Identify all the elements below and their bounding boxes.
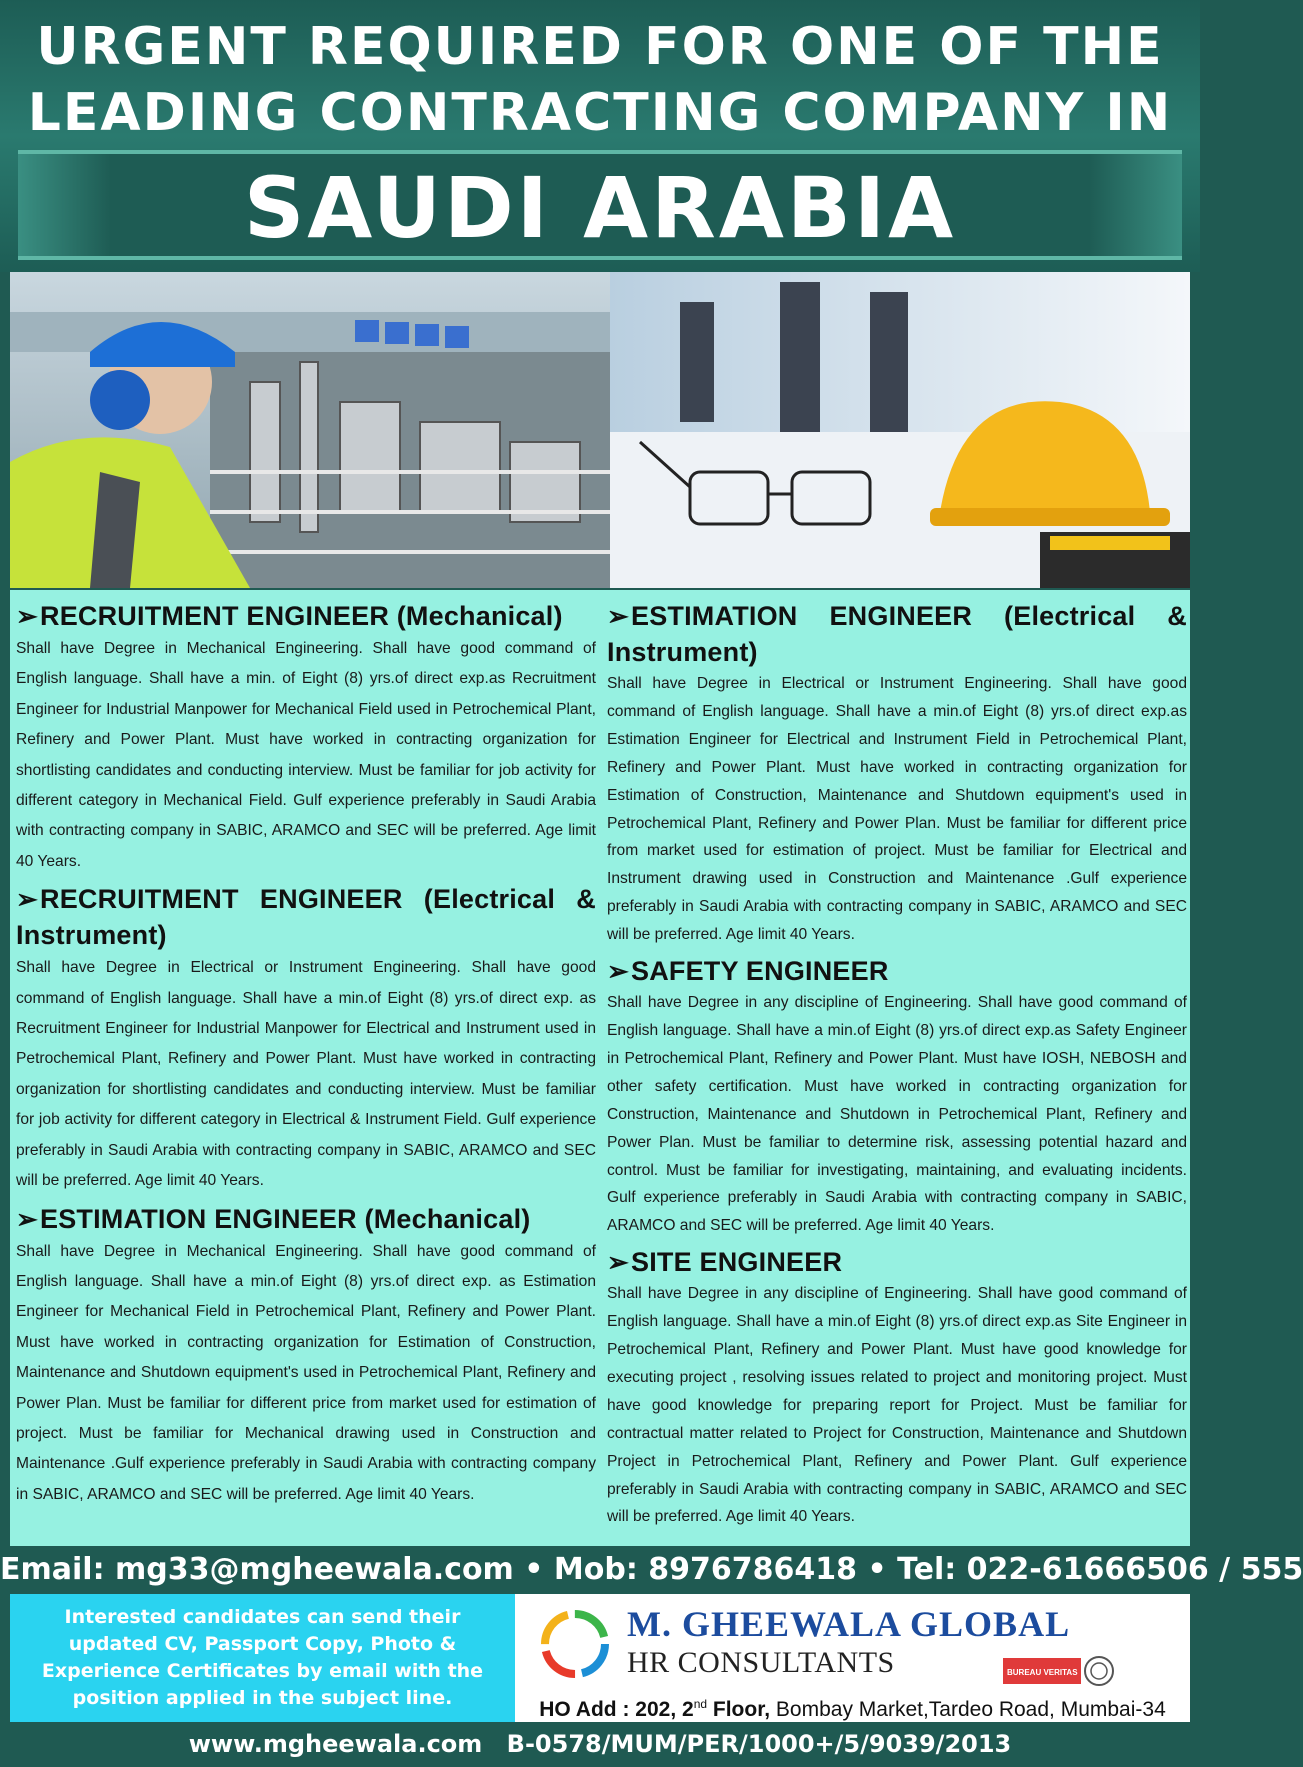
mobile-number[interactable]: Mob: 8976786418 bbox=[553, 1552, 858, 1587]
footer-bar bbox=[0, 1722, 1200, 1767]
email-link[interactable]: Email: mg33@mgheewala.com bbox=[0, 1552, 514, 1587]
job-title-text: SITE ENGINEER bbox=[631, 1247, 843, 1278]
arrow-bullet-icon: ➢ bbox=[607, 1247, 629, 1278]
job-listing bbox=[607, 598, 1187, 949]
job-title bbox=[16, 1201, 596, 1237]
job-listing bbox=[16, 1201, 596, 1511]
job-listing bbox=[16, 881, 596, 1196]
company-block bbox=[515, 1594, 1190, 1722]
head-office-address bbox=[515, 1690, 1190, 1724]
headline-line-1: URGENT REQUIRED FOR ONE OF THE bbox=[36, 17, 1164, 77]
company-name: M. GHEEWALA GLOBAL bbox=[627, 1604, 1071, 1644]
apply-instructions-box bbox=[10, 1594, 515, 1722]
job-listing bbox=[607, 1244, 1187, 1531]
header bbox=[0, 0, 1200, 272]
telephone-number[interactable]: Tel: 022-61666506 / 555 bbox=[897, 1552, 1303, 1587]
job-listings bbox=[10, 590, 1190, 1546]
website-link[interactable]: www.mgheewala.com bbox=[188, 1730, 483, 1758]
job-title-text: ESTIMATION ENGINEER (Electrical & Instrument) bbox=[607, 601, 1187, 667]
arrow-bullet-icon: ➢ bbox=[16, 884, 38, 915]
job-title-text: SAFETY ENGINEER bbox=[631, 956, 889, 987]
job-description: Shall have Degree in any discipline of Engineering. Shall have good command of English language. Shall have a min.of Eight (8) yrs.of direct exp.as Safety Engineer in Petrochemical Plant, Refinery and Power Plant. Must have IOSH, NEBOSH and other safety certification. Must have worked in contracting organization for Construction, Maintenance and Shutdown in Petrochemical Plant, Refinery and Power Plan. Must be familiar to determine risk, assessing potential hazard and control. Must be familiar for investigating, maintaining, and evaluating incidents. Gulf experience preferably in Saudi Arabia with contracting company in SABIC, ARAMCO and SEC will be preferred. Age limit 40 Years. bbox=[607, 994, 1187, 1235]
banner-image bbox=[10, 272, 1190, 588]
job-description: Shall have Degree in Mechanical Engineering. Shall have good command of English language. Shall have a min.of Eight (8) yrs.of direct exp. as Estimation Engineer for Mechanical Field in Petrochemical Plant, Refinery and Power Plant. Must have worked in contracting organization for Estimation of Construction, Maintenance and Shutdown equipment's used in Petrochemical Plant, Refinery and Power Plan. Must be familiar for different price from market used for estimation of project. Must be familiar for Mechanical drawing used in Construction and Maintenance .Gulf experience preferably in Saudi Arabia with contracting company in SABIC, ARAMCO and SEC will be preferred. Age limit 40 Years. bbox=[16, 1242, 596, 1503]
arrow-bullet-icon: ➢ bbox=[607, 601, 629, 631]
address-sup: nd bbox=[693, 1697, 708, 1711]
company-subtitle: HR CONSULTANTS bbox=[627, 1646, 895, 1679]
license-number: B-0578/MUM/PER/1000+/5/9039/2013 bbox=[506, 1730, 1012, 1758]
job-listing bbox=[16, 598, 596, 877]
contact-bar bbox=[0, 1546, 1303, 1594]
job-listing bbox=[607, 953, 1187, 1240]
job-description: Shall have Degree in Electrical or Instrument Engineering. Shall have good command of English language. Shall have a min.of Eight (8) yrs.of direct exp. as Recruitment Engineer for Industrial Manpower for Electrical and Instrument used in Petrochemical Plant, Refinery and Power Plant. Must have worked in contracting organization for shortlisting candidates and conducting interview. Must be familiar for job activity for different category in Electrical & Instrument Field. Gulf experience preferably in Saudi Arabia with contracting company in SABIC, ARAMCO and SEC will be preferred. Age limit 40 Years. bbox=[16, 959, 596, 1190]
separator: • bbox=[867, 1552, 887, 1587]
job-title bbox=[16, 881, 596, 953]
job-title bbox=[607, 953, 1187, 989]
job-description: Shall have Degree in Mechanical Engineering. Shall have good command of English language. Shall have a min. of Eight (8) yrs.of direct exp.as Recruitment Engineer for Industrial Manpower for Mechanical Field used in Petrochemical Plant, Refinery and Power Plant. Must have worked in contracting organization for shortlisting candidates and conducting interview. Must be familiar for job activity for different category in Mechanical Field. Gulf experience preferably in Saudi Arabia with contracting company in SABIC, ARAMCO and SEC will be preferred. Age limit 40 Years. bbox=[16, 640, 596, 870]
job-column-left bbox=[16, 598, 596, 1514]
cert-label: BUREAU VERITAS bbox=[1007, 1668, 1078, 1677]
headline-country: SAUDI ARABIA bbox=[243, 159, 957, 257]
headline-line-2: LEADING CONTRACTING COMPANY IN bbox=[27, 83, 1173, 143]
address-street: Bombay Market,Tardeo Road, Mumbai-34 bbox=[775, 1698, 1166, 1721]
job-title bbox=[16, 598, 596, 634]
banner-illustration bbox=[10, 272, 1190, 588]
address-label: HO Add : 202, 2 bbox=[539, 1698, 694, 1721]
arrow-bullet-icon: ➢ bbox=[607, 956, 629, 987]
apply-instructions: Interested candidates can send their updated CV, Passport Copy, Photo & Experience Certificates by email with the position applied in the subject line. bbox=[41, 1606, 484, 1709]
job-description: Shall have Degree in any discipline of Engineering. Shall have good command of English language. Shall have a min.of Eight (8) yrs.of direct exp.as Site Engineer in Petrochemical Plant, Refinery and Power Plant. Must have good knowledge for executing project , resolving issues related to project and monitoring project. Must have good knowledge for preparing report for Project. Must be familiar for contractual matter related to Project for Construction, Maintenance and Shutdown Project in Petrochemical Plant, Refinery and Power Plant. Gulf experience preferably in Saudi Arabia with contracting company in SABIC, ARAMCO and SEC will be preferred. Age limit 40 Years. bbox=[607, 1285, 1187, 1526]
arrow-bullet-icon: ➢ bbox=[16, 1203, 38, 1234]
job-title bbox=[607, 1244, 1187, 1280]
job-title-text: ESTIMATION ENGINEER (Mechanical) bbox=[40, 1203, 531, 1234]
address-floor: Floor, bbox=[712, 1698, 771, 1721]
job-description: Shall have Degree in Electrical or Instrument Engineering. Shall have good command of English language. Shall have a min.of Eight (8) yrs.of direct exp.as Estimation Engineer for Electrical and Instrument Field in Petrochemical Plant, Refinery and Power Plant. Must have worked in contracting organization for Estimation of Construction, Maintenance and Shutdown equipment's used in Petrochemical Plant, Refinery and Power Plan. Must be familiar for different price from market used for estimation of project. Must be familiar for Electrical and Instrument drawing used in Construction and Maintenance .Gulf experience preferably in Saudi Arabia with contracting company in SABIC, ARAMCO and SEC will be preferred. Age limit 40 Years. bbox=[607, 675, 1187, 944]
job-column-right bbox=[607, 598, 1187, 1535]
job-title-text: RECRUITMENT ENGINEER (Electrical & Instrument) bbox=[16, 884, 596, 951]
certification-badge-icon bbox=[1003, 1654, 1115, 1688]
job-title-text: RECRUITMENT ENGINEER (Mechanical) bbox=[40, 601, 563, 631]
job-title bbox=[607, 598, 1187, 670]
separator: • bbox=[524, 1552, 544, 1587]
company-logo-icon bbox=[537, 1606, 613, 1682]
arrow-bullet-icon: ➢ bbox=[16, 601, 38, 631]
